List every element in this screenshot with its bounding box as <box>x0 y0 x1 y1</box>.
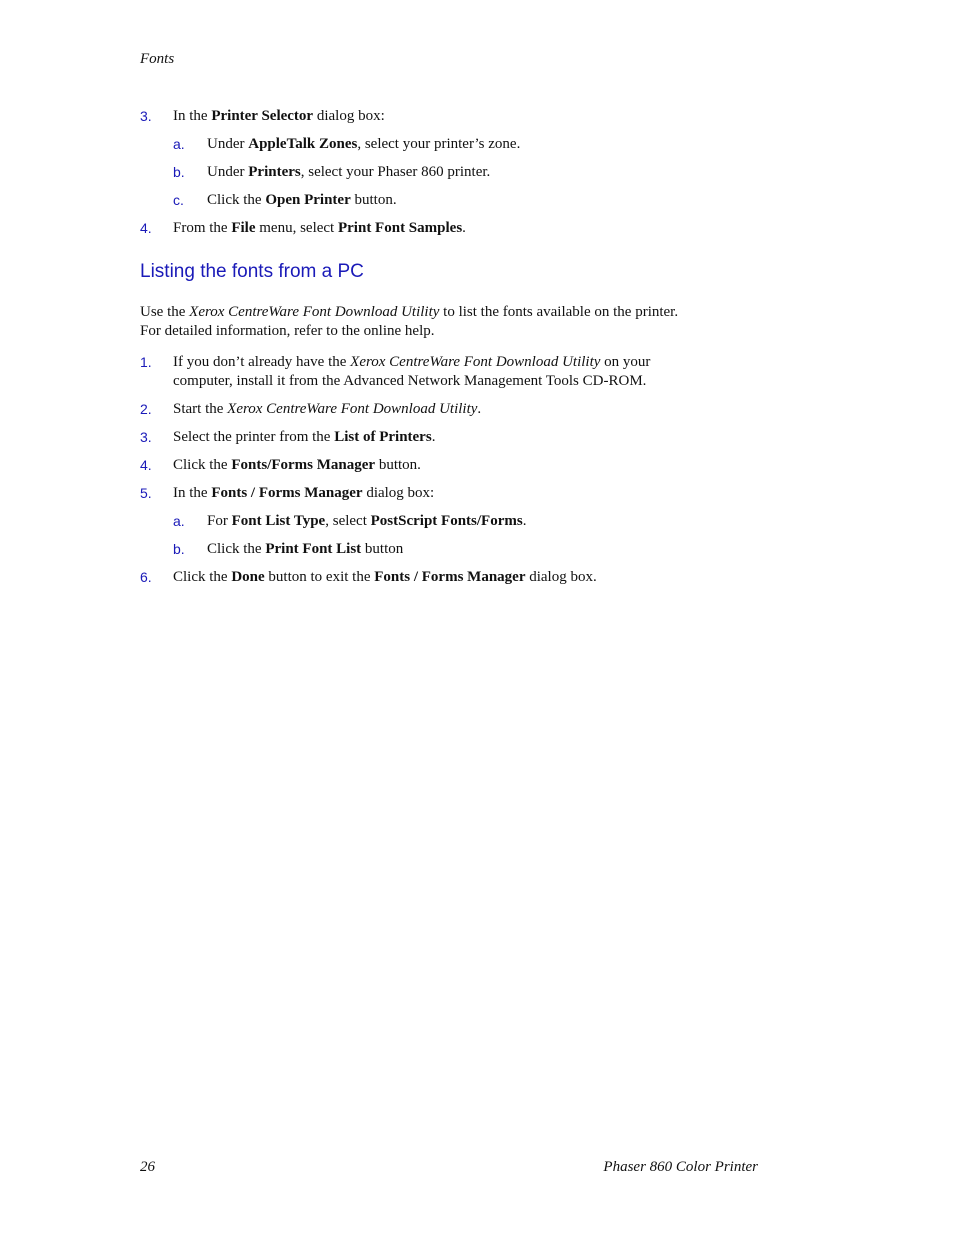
substep-letter: c. <box>173 192 184 208</box>
intro-paragraph-line1: Use the Xerox CentreWare Font Download Utility to list the fonts available on the printer. <box>140 304 679 320</box>
step-number: 3. <box>140 429 152 445</box>
step-number: 3. <box>140 108 152 124</box>
step-text-continued: computer, install it from the Advanced Network Management Tools CD-ROM. <box>173 373 647 389</box>
substep-letter: b. <box>173 541 185 557</box>
substep-letter: b. <box>173 164 185 180</box>
step-number: 4. <box>140 457 152 473</box>
step-text: Click the Done button to exit the Fonts / Forms Manager dialog box. <box>173 569 597 585</box>
step-text: Select the printer from the List of Printers. <box>173 429 436 445</box>
step-text: From the File menu, select Print Font Samples. <box>173 220 466 236</box>
substep-text: For Font List Type, select PostScript Fonts/Forms. <box>207 513 527 529</box>
step-text: If you don’t already have the Xerox CentreWare Font Download Utility on your <box>173 354 651 370</box>
step-number: 6. <box>140 569 152 585</box>
step-text: Start the Xerox CentreWare Font Download Utility. <box>173 401 482 417</box>
substep-text: Under Printers, select your Phaser 860 printer. <box>207 164 491 180</box>
step-number: 2. <box>140 401 152 417</box>
substep-letter: a. <box>173 513 185 529</box>
step-number: 5. <box>140 485 152 501</box>
substep-text: Click the Open Printer button. <box>207 192 397 208</box>
step-text: In the Printer Selector dialog box: <box>173 108 385 124</box>
substep-text: Click the Print Font List button <box>207 541 404 557</box>
step-text: In the Fonts / Forms Manager dialog box: <box>173 485 435 501</box>
step-number: 1. <box>140 354 152 370</box>
step-text: Click the Fonts/Forms Manager button. <box>173 457 421 473</box>
substep-letter: a. <box>173 136 185 152</box>
page-number: 26 <box>140 1159 155 1175</box>
intro-paragraph-line2: For detailed information, refer to the online help. <box>140 323 435 339</box>
substep-text: Under AppleTalk Zones, select your printer’s zone. <box>207 136 521 152</box>
section-heading-pc: Listing the fonts from a PC <box>140 261 364 282</box>
page-header-section: Fonts <box>140 51 175 67</box>
step-number: 4. <box>140 220 152 236</box>
footer-product-name: Phaser 860 Color Printer <box>603 1159 758 1175</box>
